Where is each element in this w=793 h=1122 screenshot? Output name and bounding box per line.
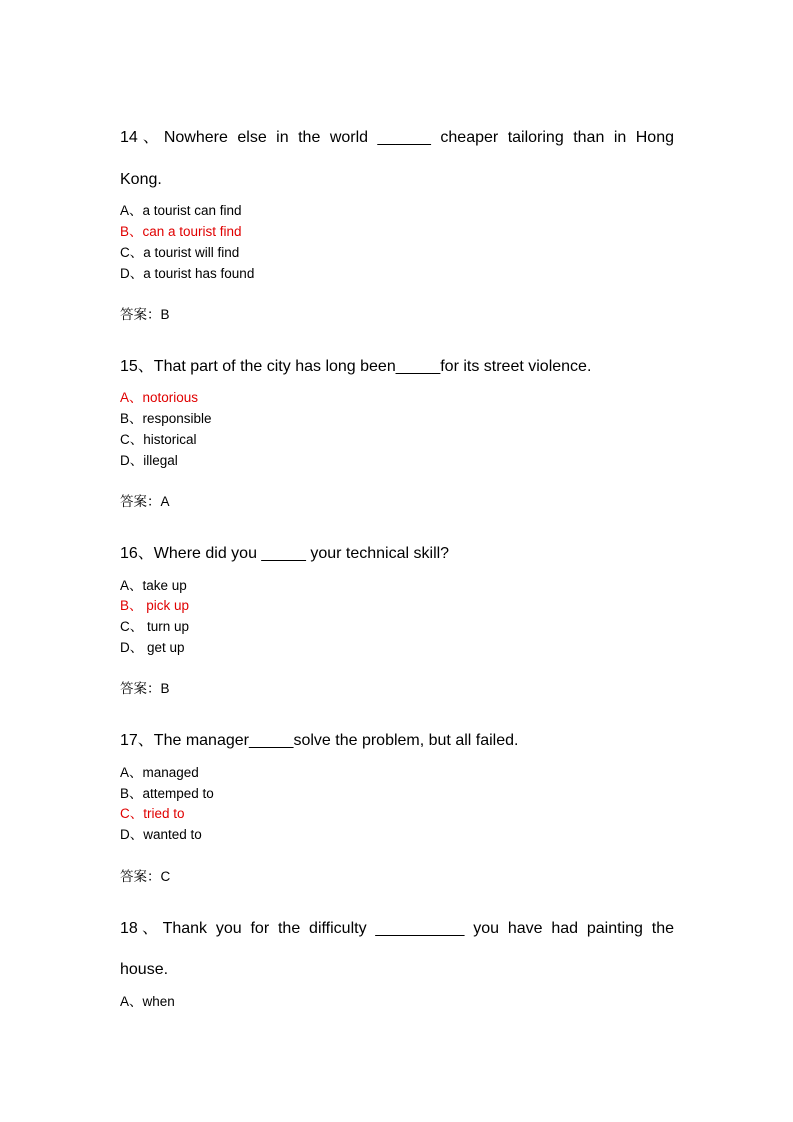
question-17-option-d: D、wanted to	[120, 827, 202, 842]
question-15-option-a: A、notorious	[120, 390, 199, 405]
question-15-option-d: D、illegal	[120, 453, 178, 468]
question-16-answer: 答案：B	[120, 681, 170, 696]
question-14-stem-line2: Kong.	[120, 171, 162, 188]
question-14-option-b: B、can a tourist find	[120, 224, 242, 239]
question-18-stem-line2: house.	[120, 961, 169, 978]
question-15-option-b: B、responsible	[120, 411, 212, 426]
question-14-option-d: D、a tourist has found	[120, 266, 255, 281]
question-16-option-d: D、 get up	[120, 640, 185, 655]
question-17-option-c: C、tried to	[120, 806, 185, 821]
question-16-stem: 16、Where did you _____ your technical skill?	[120, 545, 450, 562]
question-14-option-a: A、a tourist can find	[120, 203, 242, 218]
question-14-answer: 答案：B	[120, 307, 170, 322]
question-17-answer: 答案：C	[120, 869, 171, 884]
question-18-stem-line1: 18、Thank you for the difficulty __________ you have had painting the	[120, 920, 674, 937]
question-15-stem: 15、That part of the city has long been_____for its street violence.	[120, 358, 592, 375]
question-17-option-a: A、managed	[120, 765, 199, 780]
question-17-option-b: B、attemped to	[120, 786, 214, 801]
question-15-option-c: C、historical	[120, 432, 197, 447]
question-14-option-c: C、a tourist will find	[120, 245, 240, 260]
question-15-answer: 答案：A	[120, 494, 170, 509]
question-16-option-a: A、take up	[120, 578, 187, 593]
question-16-option-b: B、 pick up	[120, 598, 190, 613]
question-18-option-a: A、when	[120, 994, 175, 1009]
question-16-option-c: C、 turn up	[120, 619, 190, 634]
question-17-stem: 17、The manager_____solve the problem, but all failed.	[120, 732, 519, 749]
question-14-stem-line1: 14、Nowhere else in the world ______ cheaper tailoring than in Hong	[120, 129, 674, 146]
